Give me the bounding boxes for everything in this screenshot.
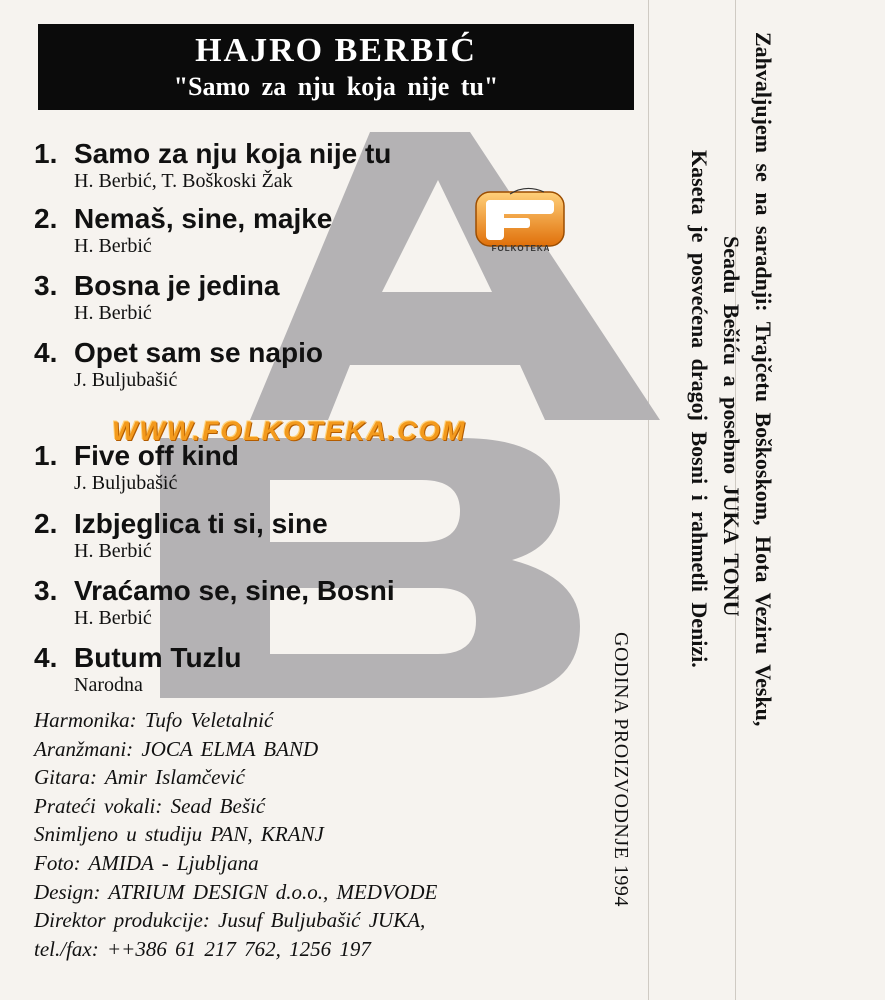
title-banner — [38, 24, 634, 110]
track-title: Bosna je jedina — [74, 270, 280, 301]
credit-line: Snimljeno u studiju PAN, KRANJ — [34, 822, 324, 847]
logo-label: FOLKOTEKA — [491, 244, 551, 253]
track-author: H. Berbić, T. Boškoski Žak — [74, 170, 293, 192]
thanks-line: Zahvaljujem se na saradnji: Trajčetu Boškoskom, Hota Veziru Vesku, — [751, 32, 776, 727]
track-number: 4. — [34, 337, 58, 368]
credits-list — [34, 706, 437, 963]
credit-line: Foto: AMIDA - Ljubljana — [34, 850, 259, 875]
track-b3 — [34, 575, 395, 629]
track-title: Izbjeglica ti si, sine — [74, 508, 328, 539]
track-a2 — [34, 203, 332, 257]
track-author: Narodna — [74, 674, 143, 696]
track-author: J. Buljubašić — [74, 369, 178, 391]
track-author: H. Berbić — [74, 302, 152, 324]
track-b4 — [34, 642, 241, 696]
track-title: Vraćamo se, sine, Bosni — [74, 575, 395, 606]
track-title: Samo za nju koja nije tu — [74, 138, 392, 169]
track-author: H. Berbić — [74, 235, 152, 257]
track-author: H. Berbić — [74, 540, 152, 562]
production-year: GODINA PROIZVODNJE 1994 — [610, 632, 632, 907]
credit-line: Harmonika: Tufo Veletalnić — [34, 708, 274, 732]
track-title: Nemaš, sine, majke — [74, 203, 333, 234]
track-title: Opet sam se napio — [74, 337, 323, 368]
track-number: 1. — [34, 138, 58, 169]
credit-line: Direktor produkcije: Jusuf Buljubašić JUKA, — [34, 908, 426, 933]
album-title: "Samo za nju koja nije tu" — [173, 72, 499, 101]
track-a4 — [34, 337, 323, 391]
track-b2 — [34, 508, 328, 562]
track-number: 4. — [34, 642, 58, 673]
track-b1 — [34, 440, 239, 494]
track-a1 — [34, 138, 391, 192]
credit-line: Gitara: Amir Islamčević — [34, 765, 245, 790]
track-title: Butum Tuzlu — [74, 642, 242, 673]
track-number: 1. — [34, 440, 58, 471]
track-author: H. Berbić — [74, 607, 152, 629]
credit-line: tel./fax: ++386 61 217 762, 1256 197 — [34, 936, 371, 961]
track-title: Five off kind — [74, 440, 239, 471]
track-number: 2. — [34, 508, 58, 539]
track-number: 3. — [34, 575, 58, 606]
track-number: 2. — [34, 203, 58, 234]
thanks-line: Seadu Bešiću a posebno JUKA TONU — [719, 236, 744, 617]
credit-line: Aranžmani: JOCA ELMA BAND — [34, 736, 319, 761]
watermark-url: WWW.FOLKOTEKA.COM — [112, 416, 467, 446]
credit-line: Prateći vokali: Sead Bešić — [34, 793, 266, 818]
track-a3 — [34, 270, 279, 324]
thanks-line: Kaseta je posvećena dragoj Bosni i rahmetli Denizi. — [687, 150, 712, 668]
track-number: 3. — [34, 270, 58, 301]
artist-name: HAJRO BERBIĆ — [195, 32, 477, 69]
track-author: J. Buljubašić — [74, 472, 178, 494]
credit-line: Design: ATRIUM DESIGN d.o.o., MEDVODE — [34, 879, 438, 904]
